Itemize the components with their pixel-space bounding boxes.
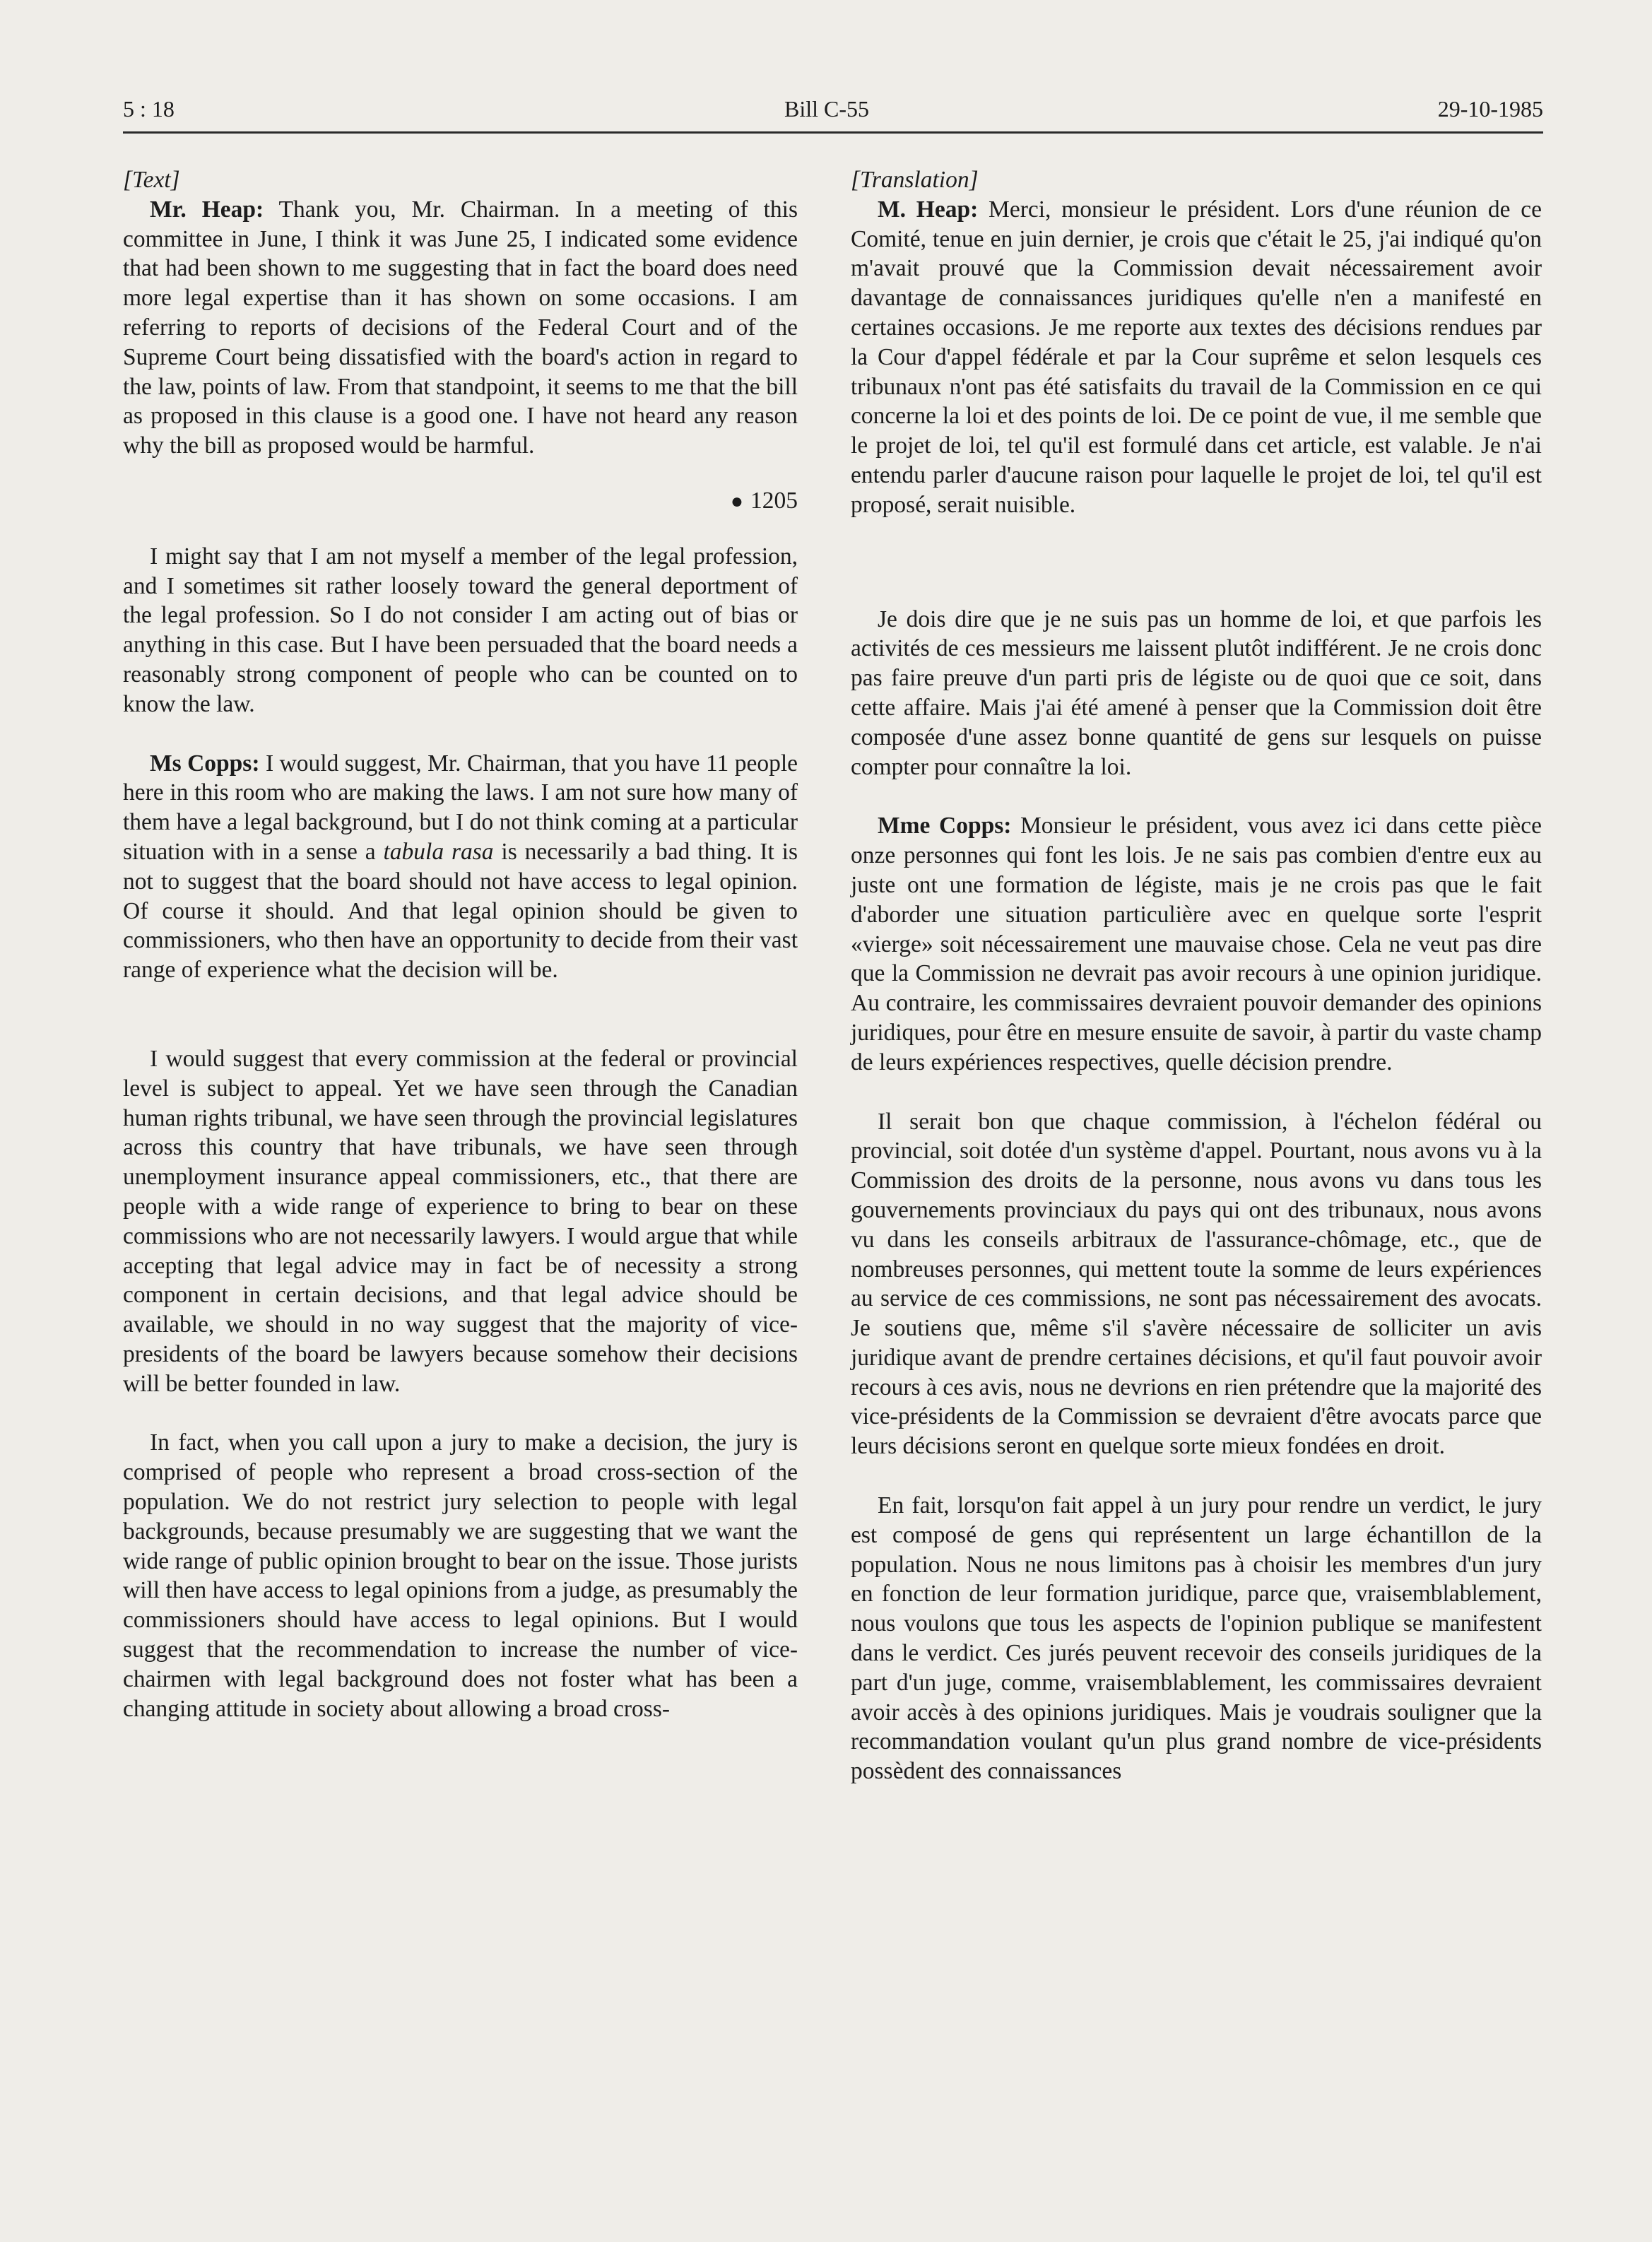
paragraph xyxy=(851,811,1542,1077)
paragraph: En fait, lorsqu'on fait appel à un jury pour rendre un verdict, le jury est composé de gens qui représentent un large échantillon de la population. Nous ne nous limitons pas à choisir les membres d'un jury en fonction de leur formation juridique, parce que, vraisemblablement, nous voulons que tous les aspects de l'opinion publique se manifestent dans le verdict. Ces jurés peuvent recevoir des conseils juridiques de la part d'un juge, comme, vraisemblablement, les commissaires devraient avoir accès à des opinions juridiques. Mais je voudrais souligner que la recommandation voulant qu'un plus grand nombre de vice-présidents possèdent des connaissances xyxy=(851,1492,1542,1785)
paragraph-text: I would suggest, Mr. Chairman, that you have 11 people here in this room who are making the laws. I am not sure how many of them have a legal background, but I do not think coming at a particular situation with in a sense a xyxy=(123,750,798,865)
paragraph xyxy=(851,195,1542,520)
paragraph-text: Monsieur le président, vous avez ici dans cette pièce onze personnes qui font les lois. Je ne sais pas combien d'entre eux au juste ont une formation de légiste, mais je ne crois pas que le fait d'aborder une situation particulière avec en quelque sorte l'esprit «vierge» soit nécessairement une mauvaise chose. Cela ne veut pas dire que la Commission ne devrait pas avoir recours à une opinion juridique. Au contraire, les commissaires devraient pouvoir demander des opinions juridiques, pour être en mesure ensuite de savoir, à partir du vaste champ de leurs expériences respectives, quelle décision prendre. xyxy=(851,813,1542,1075)
paragraph xyxy=(123,749,798,985)
speaker-name: M. Heap: xyxy=(878,196,979,223)
english-column xyxy=(123,165,798,1723)
translation-label: [Translation] xyxy=(851,167,979,193)
paragraph xyxy=(123,195,798,461)
bullet-icon: ● xyxy=(730,489,743,513)
speaker-name: Mr. Heap: xyxy=(150,196,264,223)
paragraph-text: Merci, monsieur le président. Lors d'une réunion de ce Comité, tenue en juin dernier, je crois que c'était le 25, j'ai indiqué qu'on m'avait prouvé que la Commission devait nécessairement avoir davantage de connaissances juridiques qu'elle n'en a manifesté en certaines occasions. Je me reporte aux textes des décisions rendues par la Cour d'appel fédérale et par la Cour suprême et selon lesquels ces tribunaux n'ont pas été satisfaits du travail de la Commission en ce qui concerne la loi et des points de loi. De ce point de vue, il me semble que le projet de loi, tel qu'il est formulé dans cet article, est valable. Je n'ai entendu parler d'aucune raison pour laquelle le projet de loi, tel qu'il est proposé, serait nuisible. xyxy=(851,196,1542,518)
text-label: [Text] xyxy=(123,167,180,193)
paragraph: In fact, when you call upon a jury to make a decision, the jury is comprised of people who represent a broad cross-section of the population. We do not restrict jury selection to people with legal backgrounds, because presumably we are suggesting that we want the wide range of public opinion brought to bear on the issue. Those jurists will then have access to legal opinions from a judge, as presumably the commissioners should have access to legal opinions. But I would suggest that the recommendation to increase the number of vice-chairmen with legal background does not foster what has been a changing attitude in society about allowing a broad cross- xyxy=(123,1429,798,1722)
time-marker xyxy=(123,486,798,517)
bill-title: Bill C-55 xyxy=(784,96,870,122)
page-header xyxy=(123,90,1543,130)
paragraph-text: is necessarily a bad thing. It is not to suggest that the board should not have access to legal opinion. Of course it should. And that legal opinion should be given to commissioners, who then have an opportunity to decide from their vast range of experience what the decision will be. xyxy=(123,838,798,984)
paragraph: Il serait bon que chaque commission, à l'échelon fédéral ou provincial, soit dotée d'un système d'appel. Pourtant, nous avons vu à la Commission des droits de la personne, nous avons vu dans tous les gouvernements provinciaux du pays qui ont des tribunaux, nous avons vu dans les conseils arbitraux de l'assurance-chômage, etc., que de nombreuses personnes, qui mettent toute la somme de leurs expériences au service de ces commissions, ne sont pas nécessairement des avocats. Je soutiens que, même s'il s'avère nécessaire de solliciter un avis juridique avant de prendre certaines décisions, et qu'il faut pouvoir avoir recours à ces avis, nous ne devrions en rien prétendre que la majorité des vice-présidents de la Commission se devraient d'être avocats parce que leurs décisions seront en quelque sorte mieux fondées en droit. xyxy=(851,1108,1542,1460)
paragraph-text: Thank you, Mr. Chairman. In a meeting of this committee in June, I think it was June 25, I indicated some evidence that had been shown to me suggesting that in fact the board does need more legal expertise than it has shown on some occasions. I am referring to reports of decisions of the Federal Court and of the Supreme Court being dissatisfied with the board's action in regard to the law, points of law. From that standpoint, it seems to me that the bill as proposed in this clause is a good one. I have not heard any reason why the bill as proposed would be harmful. xyxy=(123,196,798,459)
header-date: 29-10-1985 xyxy=(1437,96,1543,122)
paragraph: I would suggest that every commission at the federal or provincial level is subject to appeal. Yet we have seen through the Canadian human rights tribunal, we have seen through the provincial legislatures across this country that have tribunals, we have seen through unemployment insurance appeal commissioners, etc., that there are people with a wide range of experience to bring to bear on these commissions who are not necessarily lawyers. I would argue that while accepting that legal advice may in fact be of necessity a strong component in certain decisions, and that legal advice should be available, we should in no way suggest that the majority of vice-presidents of the board be lawyers because somehow their decisions will be better founded in law. xyxy=(123,1045,798,1397)
page-number: 5 : 18 xyxy=(123,96,175,122)
speaker-name: Ms Copps: xyxy=(150,750,260,777)
header-rule xyxy=(123,131,1543,134)
paragraph-italic: tabula rasa xyxy=(383,838,494,865)
paragraph: I might say that I am not myself a member of the legal profession, and I sometimes sit rather loosely toward the general deportment of the legal profession. So I do not consider I am acting out of bias or anything in this case. But I have been persuaded that the board needs a reasonably strong component of people who can be counted on to know the law. xyxy=(123,543,798,717)
time-marker-text: 1205 xyxy=(750,487,798,514)
french-column xyxy=(851,165,1542,1786)
paragraph: Je dois dire que je ne suis pas un homme de loi, et que parfois les activités de ces messieurs me laissent plutôt indifférent. Je ne crois donc pas faire preuve d'un parti pris de légiste ou de quoi que ce soit, dans cette affaire. Mais j'ai été amené à penser que la Commission doit être composée d'une assez bonne quantité de gens sur lesquels on puisse compter pour connaître la loi. xyxy=(851,606,1542,780)
speaker-name: Mme Copps: xyxy=(878,813,1012,839)
